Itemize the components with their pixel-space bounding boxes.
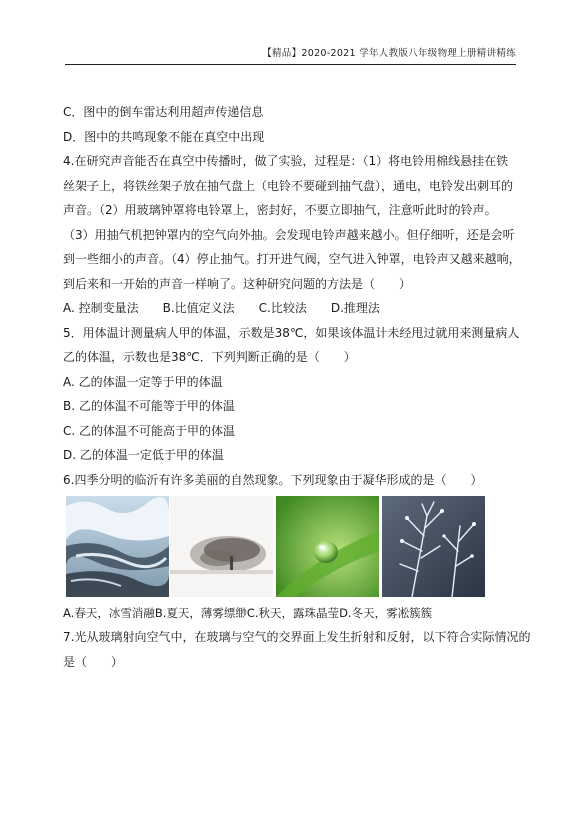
question-5-option-a: A. 乙的体温一定等于甲的体温 bbox=[63, 374, 223, 389]
question-4-line-6: 到后来和一开始的声音一样响了。这种研究问题的方法是（ ） bbox=[63, 276, 412, 291]
question-5-option-b: B. 乙的体温不可能等于甲的体温 bbox=[63, 399, 235, 413]
option-b-caption: B.夏天，薄雾缥缈 bbox=[154, 606, 247, 620]
question-7-line-1: 7.光从玻璃射向空气中，在玻璃与空气的交界面上发生折射和反射，以下符合实际情况的 bbox=[63, 630, 531, 644]
question-4-line-2: 丝架子上，将铁丝架子放在抽气盘上（电铃不要碰到抽气盘），通电，电铃发出刺耳的 bbox=[63, 178, 514, 193]
question-4-line-3: 声音。（2）用玻璃钟罩将电铃罩上，密封好，不要立即抽气，注意听此时的铃声。 bbox=[63, 203, 497, 217]
question-5-option-d: D. 乙的体温一定低于甲的体温 bbox=[63, 448, 224, 462]
question-5-line-1: 5．用体温计测量病人甲的体温，示数是38℃，如果该体温计未经甩过就用来测量病人 bbox=[63, 325, 520, 340]
question-6-options bbox=[63, 601, 518, 625]
question-4-line-4: （3）用抽气机把钟罩内的空气向外抽。会发现电铃声越来越小。但仔细听，还是会听 bbox=[63, 227, 515, 242]
page-header bbox=[65, 46, 516, 65]
option-c-caption: C.秋天，露珠晶莹 bbox=[246, 606, 340, 620]
option-c-q3: C．图中的倒车雷达利用超声传递信息 bbox=[63, 105, 264, 119]
question-4-options: A. 控制变量法 B.比值定义法 C.比较法 D.推理法 bbox=[63, 301, 380, 315]
rime-frost-photo bbox=[382, 496, 485, 597]
fog-tree-photo bbox=[170, 496, 273, 597]
document-body bbox=[63, 100, 531, 674]
dew-drop-photo bbox=[276, 496, 379, 597]
snow-melting-photo bbox=[66, 496, 169, 597]
question-5-line-2: 乙的体温，示数也是38℃．下列判断正确的是（ ） bbox=[63, 350, 356, 364]
option-d-q3: D．图中的共鸣现象不能在真空中出现 bbox=[63, 129, 265, 144]
question-6-photos bbox=[63, 496, 518, 597]
option-a-caption: A.春天，冰雪消融 bbox=[63, 606, 155, 620]
question-4-line-5: 到一些细小的声音。（4）停止抽气。打开进气阀，空气进入钟罩，电铃声又越来越响， bbox=[63, 252, 521, 266]
question-6-stem: 6.四季分明的临沂有许多美丽的自然现象。下列现象由于凝华形成的是（ ） bbox=[63, 472, 483, 487]
question-5-option-c: C. 乙的体温不可能高于甲的体温 bbox=[63, 423, 236, 438]
option-d-caption: D.冬天，雾凇簇簇 bbox=[339, 606, 433, 620]
question-7-line-2: 是（ ） bbox=[63, 654, 124, 669]
question-4-line-1: 4.在研究声音能否在真空中传播时，做了实验，过程是：（1）将电铃用棉线悬挂在铁 bbox=[63, 154, 509, 168]
header-title: 【精品】2020-2021 学年人教版八年级物理上册精讲精练 bbox=[262, 48, 516, 59]
